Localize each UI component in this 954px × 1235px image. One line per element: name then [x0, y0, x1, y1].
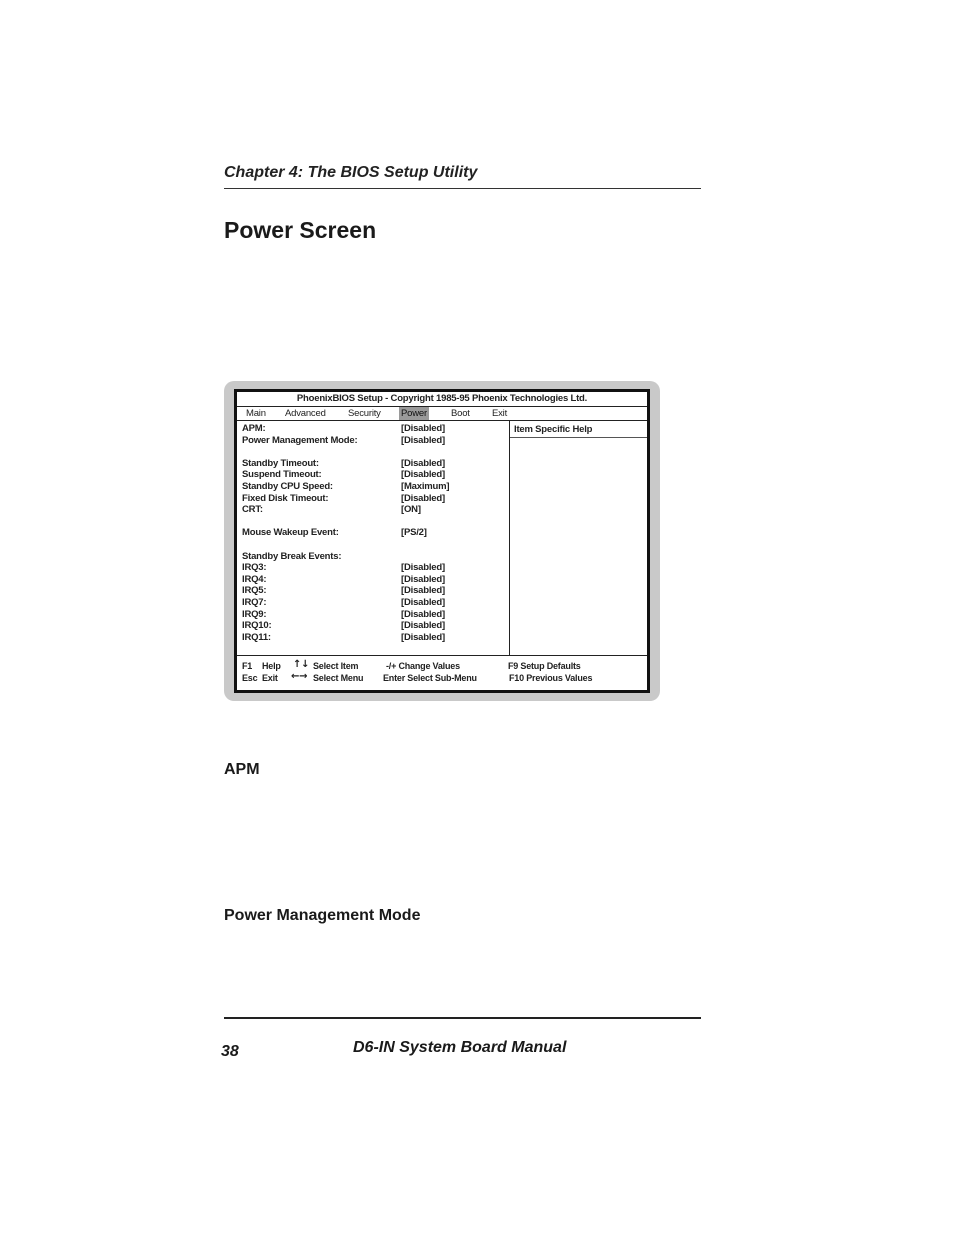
bios-setting-label: Mouse Wakeup Event: — [242, 527, 339, 539]
bios-setting-label: Standby CPU Speed: — [242, 481, 333, 492]
bios-setting-label: Suspend Timeout: — [242, 469, 322, 481]
bios-screen — [234, 389, 650, 693]
bios-setting-label: APM: — [242, 423, 266, 434]
footer-divider — [224, 1017, 701, 1019]
bios-setting-value[interactable]: [Disabled] — [401, 457, 445, 469]
bios-f9-defaults-legend: F9 Setup Defaults — [508, 661, 581, 671]
bios-setting-label: Fixed Disk Timeout: — [242, 492, 329, 504]
bios-setting-value[interactable]: [Disabled] — [401, 562, 445, 574]
bios-menu-advanced[interactable]: Advanced — [285, 408, 326, 419]
bios-title-bar: PhoenixBIOS Setup - Copyright 1985-95 Phoenix Technologies Ltd. — [237, 392, 647, 407]
bios-setting-label: IRQ4: — [242, 573, 267, 585]
bios-setting-value[interactable]: [Disabled] — [401, 469, 445, 481]
bios-menu-main[interactable]: Main — [246, 408, 266, 419]
manual-title: D6-IN System Board Manual — [353, 1039, 567, 1056]
heading-apm: APM — [224, 761, 260, 778]
bios-setting-value[interactable]: [Disabled] — [401, 597, 445, 608]
bios-setting-value[interactable]: [Disabled] — [401, 492, 445, 504]
bios-help-title: Item Specific Help — [514, 424, 593, 435]
section-title: Power Screen — [224, 217, 377, 243]
bios-help-panel — [509, 421, 647, 655]
bios-esc-key: Esc — [242, 673, 258, 683]
chapter-header: Chapter 4: The BIOS Setup Utility — [224, 164, 701, 189]
bios-select-menu-legend: Select Menu — [313, 673, 364, 683]
bios-setting-label: CRT: — [242, 504, 263, 516]
bios-setting-value[interactable]: [Disabled] — [401, 631, 445, 643]
bios-help-legend: Help — [262, 661, 281, 671]
bios-setting-label: Standby Timeout: — [242, 457, 319, 469]
bios-f10-previous-legend: F10 Previous Values — [509, 673, 593, 683]
bios-setting-value[interactable]: [ON] — [401, 504, 421, 516]
bios-menu-power[interactable]: Power — [401, 408, 427, 419]
up-down-arrows-icon: ↑↓ — [293, 659, 310, 670]
bios-change-values-legend: -/+ Change Values — [386, 661, 460, 671]
page-number: 38 — [221, 1043, 239, 1060]
heading-power-management-mode: Power Management Mode — [224, 907, 421, 924]
bios-setting-value[interactable]: [Disabled] — [401, 434, 445, 446]
bios-screenshot-frame — [224, 381, 660, 701]
bios-key-legend — [237, 655, 647, 690]
bios-setting-label: IRQ3: — [242, 562, 267, 574]
bios-setting-value[interactable]: [Disabled] — [401, 620, 445, 632]
bios-exit-legend: Exit — [262, 673, 278, 683]
bios-setting-value[interactable]: [PS/2] — [401, 527, 427, 539]
bios-select-item-legend: Select Item — [313, 661, 359, 671]
bios-setting-value[interactable]: [Disabled] — [401, 423, 445, 434]
bios-setting-label: Standby Break Events: — [242, 550, 342, 562]
bios-setting-value[interactable]: [Disabled] — [401, 585, 445, 597]
bios-setting-value[interactable]: [Disabled] — [401, 573, 445, 585]
bios-menu-boot[interactable]: Boot — [451, 408, 470, 419]
bios-setting-label: IRQ10: — [242, 620, 272, 632]
bios-menu-security[interactable]: Security — [348, 408, 381, 419]
bios-f1-key: F1 — [242, 661, 253, 671]
left-right-arrows-icon: ←→ — [291, 671, 308, 682]
bios-setting-value[interactable]: [Maximum] — [401, 481, 450, 492]
bios-setting-label: IRQ9: — [242, 608, 267, 620]
bios-enter-submenu-legend: Enter Select Sub-Menu — [383, 673, 477, 683]
bios-setting-value[interactable]: [Disabled] — [401, 608, 445, 620]
bios-setting-label: IRQ7: — [242, 597, 267, 608]
bios-help-divider — [510, 437, 647, 438]
bios-menu-exit[interactable]: Exit — [492, 408, 508, 419]
bios-setting-label: IRQ5: — [242, 585, 267, 597]
bios-setting-label: Power Management Mode: — [242, 434, 358, 446]
bios-menu-bar — [237, 407, 647, 421]
bios-setting-label: IRQ11: — [242, 631, 271, 643]
